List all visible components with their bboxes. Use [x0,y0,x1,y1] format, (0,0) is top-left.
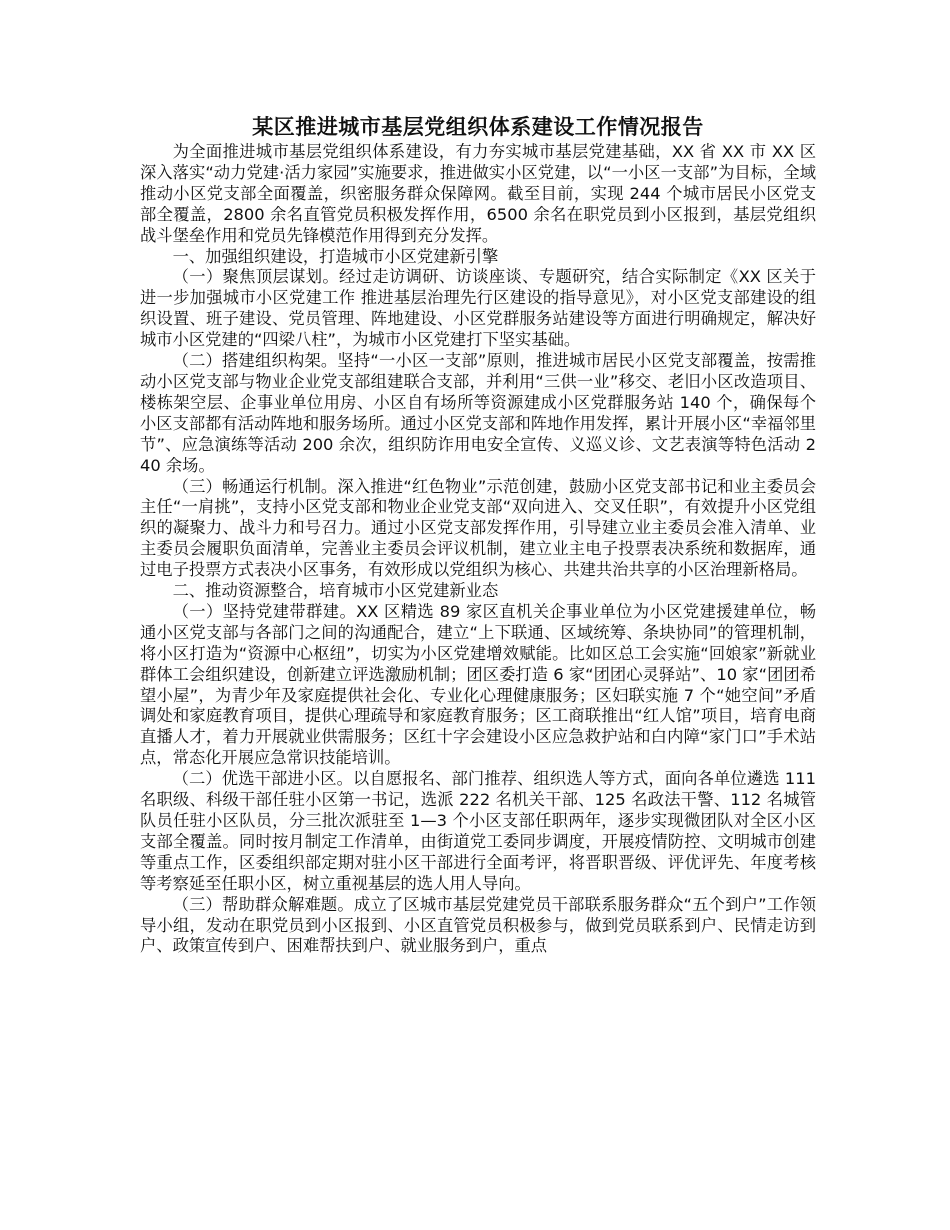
paragraph-1-2: （二）搭建组织构架。坚持“一小区一支部”原则，推进城市居民小区党支部覆盖，按需推动小区党支部与物业企业党支部组建联合支部，并利用“三供一业”移交、老旧小区改造项目、楼栋架空层、企事业单位用房、小区自有场所等资源建成小区党群服务站 140 个，确保每个小区支部都有活动阵地和服务场所。通过小区党支部和阵地作用发挥，累计开展小区“幸福邻里节”、应急演练等活动 200 余次，组织防诈用电安全宣传、义巡义诊、文艺表演等特色活动 240 余场。 [140,351,816,475]
section-heading-2: 二、推动资源整合，培育城市小区党建新业态 [172,581,499,601]
paragraph-1-3: （三）畅通运行机制。深入推进“红色物业”示范创建，鼓励小区党支部书记和业主委员会主任“一肩挑”，支持小区党支部和物业企业党支部“双向进入、交叉任职”，有效提升小区党组织的凝聚力、战斗力和号召力。通过小区党支部发挥作用，引导建立业主委员会准入清单、业主委员会履职负面清单，完善业主委员会评议机制，建立业主电子投票表决系统和数据库，通过电子投票方式表决小区事务，有效形成以党组织为核心、共建共治共享的小区治理新格局。 [140,476,816,580]
paragraph-2-1: （一）坚持党建带群建。XX 区精选 89 家区直机关企事业单位为小区党建援建单位，畅通小区党支部与各部门之间的沟通配合，建立“上下联通、区域统筹、条块协同”的管理机制，将小区打造为“资源中心枢纽”，切实为小区党建增效赋能。比如区总工会实施“回娘家”新就业群体工会组织建设，创新建立评选激励机制；团区委打造 6 家“团团心灵驿站”、10 家“团团希望小屋”，为青少年及家庭提供社会化、专业化心理健康服务；区妇联实施 7 个“她空间”矛盾调处和家庭教育项目，提供心理疏导和家庭教育服务；区工商联推出“红人馆”项目，培育电商直播人才，着力开展就业供需服务；区红十字会建设小区应急救护站和白内障“家门口”手术站点，常态化开展应急常识技能培训。 [140,601,816,768]
section-heading-1: 一、加强组织建设，打造城市小区党建新引擎 [172,246,499,266]
paragraph-2-3: （三）帮助群众解难题。成立了区城市基层党建党员干部联系服务群众“五个到户”工作领导小组，发动在职党员到小区报到、小区直管党员积极参与，做到党员联系到户、民情走访到户、政策宣传到户、困难帮扶到户、就业服务到户，重点 [140,894,816,956]
paragraph-2-2: （二）优选干部进小区。以自愿报名、部门推荐、组织选人等方式，面向各单位遴选 111 名职级、科级干部任驻小区第一书记，选派 222 名机关干部、125 名政法干警、112 名城管队员任驻小区队员，分三批次派驻至 1—3 个小区支部任职两年，逐步实现微团队对全区小区支部全覆盖。同时按月制定工作清单，由街道党工委同步调度，开展疫情防控、文明城市创建等重点工作，区委组织部定期对驻小区干部进行全面考评，将晋职晋级、评优评先、年度考核等考察延至任职小区，树立重视基层的选人用人导向。 [140,769,816,893]
document-title: 某区推进城市基层党组织体系建设工作情况报告 [252,115,704,139]
paragraph-intro: 为全面推进城市基层党组织体系建设，有力夯实城市基层党建基础，XX 省 XX 市 XX 区深入落实“动力党建·活力家园”实施要求，推进做实小区党建，以“一小区一支部”为目标，全域推动小区党支部全面覆盖，织密服务群众保障网。截至目前，实现 244 个城市居民小区党支部全覆盖，2800 余名直管党员积极发挥作用，6500 余名在职党员到小区报到，基层党组织战斗堡垒作用和党员先锋模范作用得到充分发挥。 [140,142,816,245]
document-page [140,112,816,957]
paragraph-1-1: （一）聚焦顶层谋划。经过走访调研、访谈座谈、专题研究，结合实际制定《XX 区关于进一步加强城市小区党建工作 推进基层治理先行区建设的指导意见》，对小区党支部建设的组织设置、班子建设、党员管理、阵地建设、小区党群服务站建设等方面进行明确规定，解决好城市小区党建的“四梁八柱”，为城市小区党建打下坚实基础。 [140,267,816,350]
